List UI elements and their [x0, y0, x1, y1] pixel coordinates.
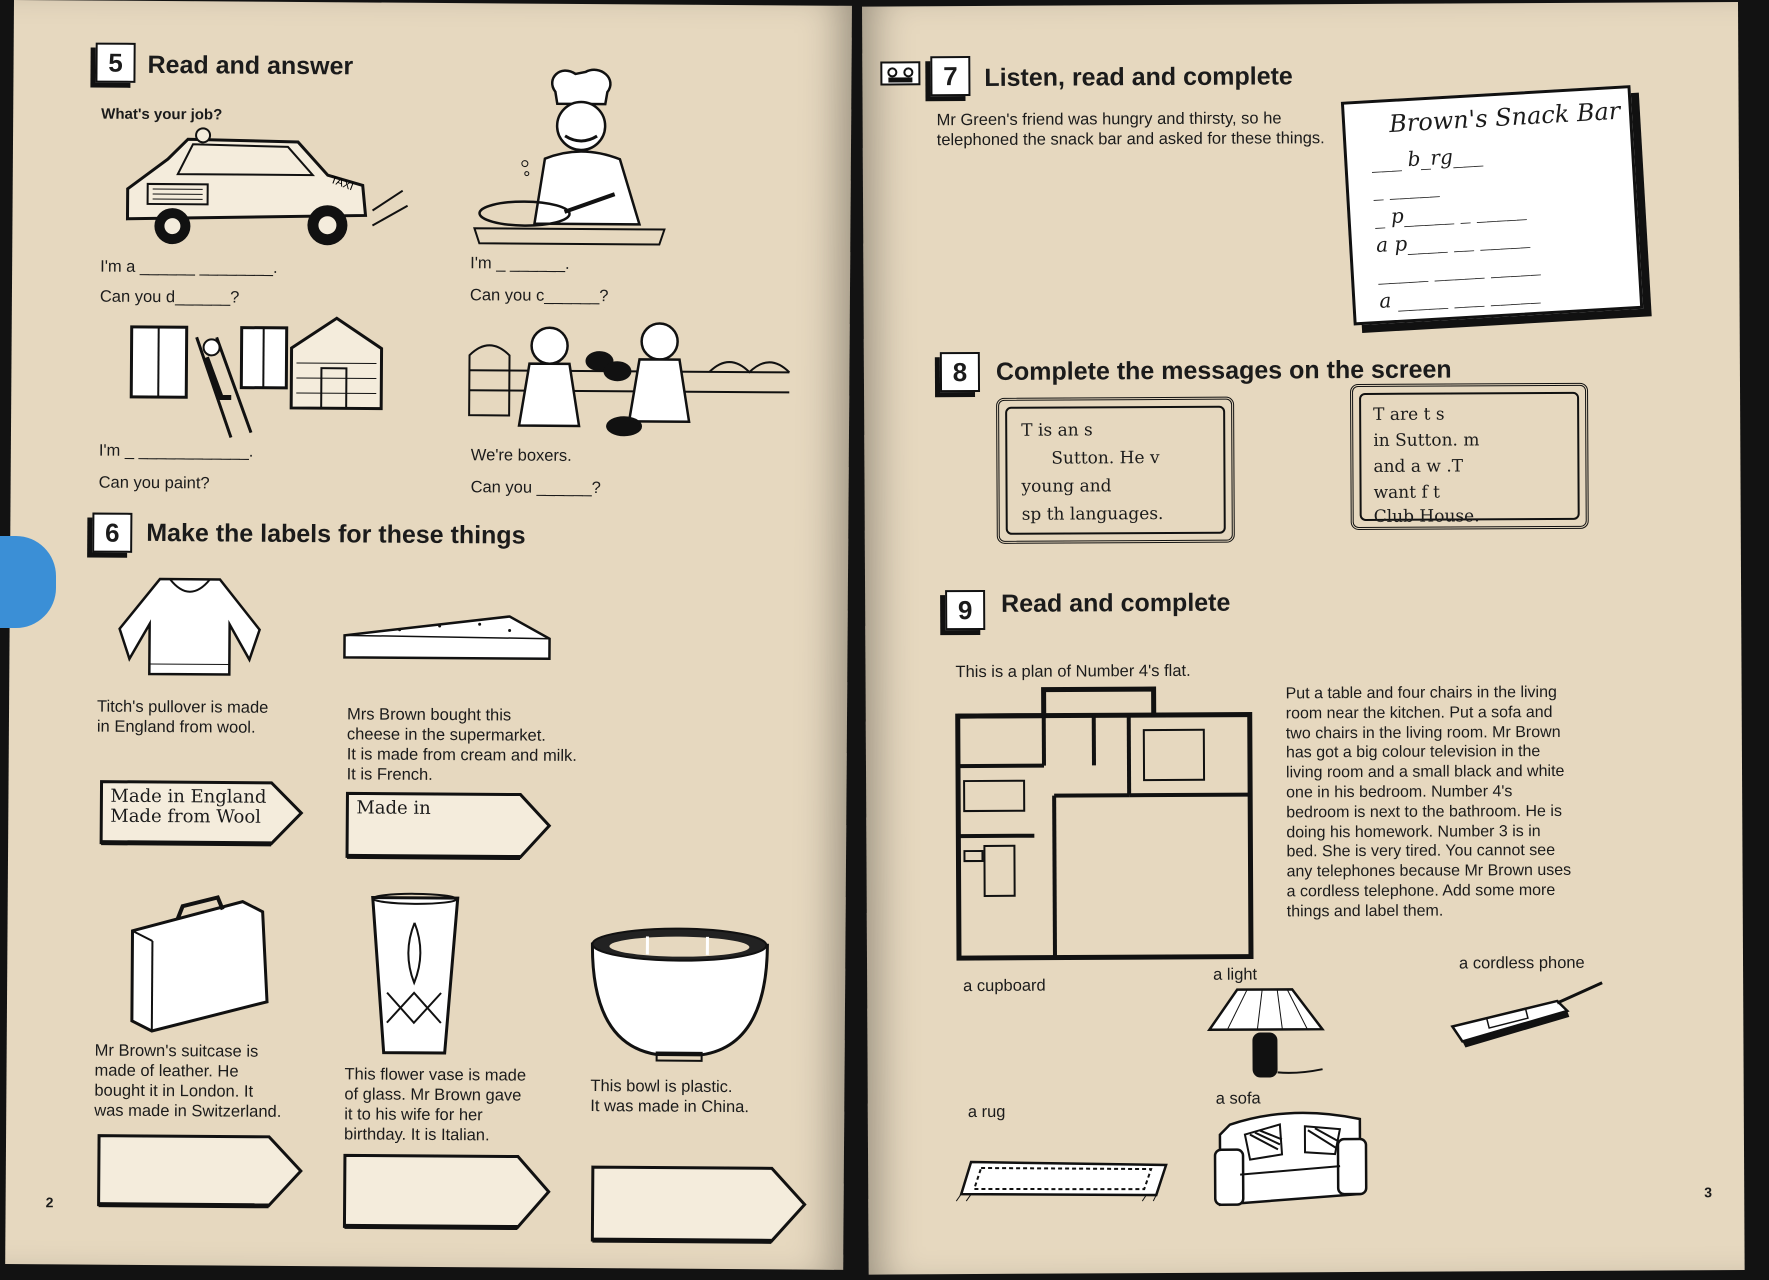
- plan-caption: This is a plan of Number 4's flat.: [955, 661, 1191, 682]
- item-cordless-phone: a cordless phone: [1458, 953, 1585, 973]
- item-sofa: a sofa: [1215, 1089, 1261, 1108]
- bowl-label[interactable]: [587, 1162, 808, 1246]
- exercise-8-title: Complete the messages on the screen: [995, 355, 1452, 386]
- exercise-8-number: 8: [940, 352, 980, 392]
- exercise-9-text: Put a table and four chairs in the living room near the kitchen. Put a sofa and two chairs in the living room. Mr Brown has got a big colour television in the living room and a small black and white one in his bedroom. Number 4's bedroom is next to the bathroom. He is doing his homework. Number 3 is in bed. She is very tired. You cannot see any telephones because Mr Brown uses a cordless telephone. Add some more things and label them.: [1285, 683, 1572, 921]
- page-number-left: 2: [45, 1194, 54, 1211]
- screen-2-line[interactable]: and a w .T: [1373, 456, 1464, 477]
- left-page: [5, 0, 852, 1270]
- rug-illustration: [956, 1153, 1176, 1202]
- exercise-5-number: 5: [95, 43, 135, 83]
- boxers-illustration: [469, 315, 790, 442]
- suitcase-illustration: [122, 891, 273, 1037]
- snack-bar-line[interactable]: _____ _____ _____: [1377, 251, 1541, 285]
- cheese-label[interactable]: [342, 788, 552, 861]
- exercise-5-question: What's your job?: [101, 105, 223, 124]
- screen-1-line[interactable]: T is an s: [1021, 420, 1093, 441]
- screen-2-line[interactable]: in Sutton. m: [1373, 430, 1480, 451]
- vase-illustration: [367, 892, 463, 1058]
- cheese-label-text: Made in: [356, 797, 431, 819]
- right-page: [862, 2, 1745, 1275]
- taxi-illustration: [107, 129, 408, 256]
- cassette-icon: [880, 61, 920, 85]
- cook-line-1: I'm _ ______.: [470, 254, 570, 273]
- screen-1-line[interactable]: sp th languages.: [1021, 504, 1164, 525]
- taxi-sign-text: TAXI: [328, 173, 356, 194]
- snack-bar-board: [1341, 85, 1643, 325]
- boxers-line-1: We're boxers.: [470, 446, 572, 465]
- vase-label[interactable]: [339, 1150, 552, 1231]
- snack-bar-line[interactable]: a p____ __ _____: [1375, 224, 1531, 258]
- painter-line-2: Can you paint?: [98, 473, 210, 493]
- screen-2-line[interactable]: T are t s: [1373, 404, 1445, 425]
- snack-bar-line[interactable]: _ p_____ _ _____: [1373, 196, 1527, 230]
- suitcase-text: Mr Brown's suitcase is made of leather. He bought it in London. It was made in Switzerland.: [94, 1041, 282, 1121]
- screen-1-line[interactable]: Sutton. He v: [1051, 448, 1160, 469]
- item-rug: a rug: [967, 1102, 1006, 1122]
- snack-bar-line[interactable]: ___ b_rg___: [1370, 142, 1484, 174]
- snack-bar-line[interactable]: _ _____: [1372, 173, 1440, 202]
- exercise-9-title: Read and complete: [1001, 588, 1231, 618]
- pullover-illustration: [109, 569, 270, 680]
- cheese-text: Mrs Brown bought this cheese in the supermarket. It is made from cream and milk. It is French.: [346, 705, 577, 784]
- cheese-illustration: [339, 607, 554, 663]
- exercise-6-title: Make the labels for these things: [146, 518, 526, 550]
- flat-plan[interactable]: [954, 685, 1257, 963]
- cook-line-2: Can you c______?: [469, 286, 609, 306]
- vase-text: This flower vase is made of glass. Mr Brown gave it to his wife for her birthday. It is Italian.: [344, 1065, 527, 1145]
- snack-bar-line[interactable]: a _____ ___ _____: [1378, 279, 1541, 313]
- message-screen-1: [996, 397, 1235, 544]
- screen-2-line[interactable]: Club House.: [1373, 506, 1480, 527]
- page-number-right: 3: [1704, 1184, 1713, 1201]
- driver-line-2: Can you d______?: [99, 287, 240, 307]
- exercise-7-text: Mr Green's friend was hungry and thirsty, so he telephoned the snack bar and asked for these things.: [936, 109, 1325, 150]
- painter-line-1: I'm _ ____________.: [98, 441, 254, 461]
- snack-bar-lines: [1371, 138, 1543, 315]
- message-screen-2: [1350, 383, 1589, 530]
- sofa-illustration: [1210, 1104, 1371, 1215]
- item-light: a light: [1213, 965, 1258, 984]
- exercise-7-title: Listen, read and complete: [984, 62, 1293, 92]
- item-cupboard: a cupboard: [963, 976, 1046, 996]
- pullover-label: [96, 777, 304, 848]
- exercise-9-number: 9: [945, 590, 985, 630]
- cook-illustration: [464, 63, 680, 244]
- exercise-7-number: 7: [930, 56, 970, 96]
- bowl-text: This bowl is plastic. It was made in China.: [590, 1077, 750, 1117]
- snack-bar-title: Brown's Snack Bar: [1388, 96, 1621, 139]
- screen-2-line[interactable]: want f t: [1373, 482, 1441, 503]
- lamp-illustration: [1207, 984, 1328, 1085]
- exercise-6-number: 6: [92, 513, 132, 553]
- exercise-5-title: Read and answer: [147, 50, 354, 81]
- boxers-line-2: Can you ______?: [470, 478, 601, 498]
- painter-illustration: [101, 307, 392, 444]
- cordless-phone-illustration: [1447, 981, 1607, 1052]
- screen-1-line[interactable]: young and: [1021, 476, 1112, 497]
- bowl-illustration: [587, 924, 773, 1065]
- suitcase-label[interactable]: [94, 1131, 305, 1210]
- pullover-label-text: Made in England Made from Wool: [110, 785, 267, 828]
- driver-line-1: I'm a ______ ________.: [100, 257, 278, 277]
- pullover-text: Titch's pullover is made in England from wool.: [96, 697, 269, 737]
